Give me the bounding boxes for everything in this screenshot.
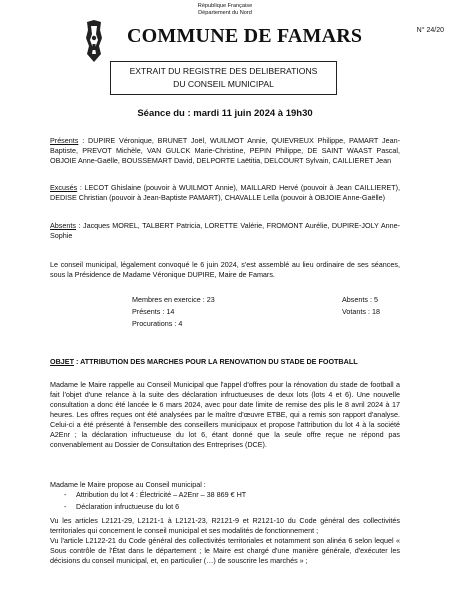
- voters-count: Votants : 18: [342, 307, 380, 316]
- absent-count: Absents : 5: [342, 295, 378, 304]
- recall-paragraph: Madame le Maire rappelle au Conseil Municipal que l'appel d'offres pour la rénovation du stade de football a fait l'objet d'une relance à la suite des déclaration infructueuses de deux lots (lots 4 et 6). Une nouvelle consultation a donc été lancée le 6 mars 2024, avec pour date limite de remise des plis le 8 avril 2024 à 17 heures. Les offres reçues ont été analysées par le maître d'œuvre ETBE, qui a remis son rapport d'analyse. Celui-ci a été présenté à l'ensemble des conseillers municipaux et propose l'attribution du lot 4 à la société A2Enr ; la déclaration infructueuse du lot 6, étant donné que la seule offre reçue ne répond pas convenablement au Dossier de Consultation des Entreprises (DCE).: [50, 380, 400, 449]
- present-members: [50, 136, 400, 166]
- deliberation-number: N° 24/20: [416, 27, 444, 34]
- present-list: : DUPIRE Véronique, BRUNET Joël, WUILMOT Annie, QUIEVREUX Philippe, PAMART Jean-Baptiste, PREVOT Michèle, VAN GULCK Marie-Christine, PEPIN Philippe, DE SAINT WAAST Pascal, OBJOIE Anne-Gaëlle, BOUSSEMART David, DELPORTE Laëtitia, DELCOURT Sylvain, CAILLIERET Jean: [50, 136, 400, 165]
- convocation-paragraph: Le conseil municipal, légalement convoqué le 6 juin 2024, s'est assemblé au lieu ordinaire de ses séances, sous la Présidence de Madame Véronique DUPIRE, Maire de Famars.: [50, 260, 400, 279]
- proposal-list: [50, 490, 400, 512]
- objet-heading: [50, 357, 358, 366]
- excused-label: Excusés: [50, 183, 78, 192]
- excused-list: : LECOT Ghislaine (pouvoir à WUILMOT Annie), MAILLARD Hervé (pouvoir à Jean CAILLIERET), DEDISE Christian (pouvoir à Jean-Baptiste PAMART), CHAVALLE Leïla (pouvoir à OBJOIE Anne-Gaëlle): [50, 183, 400, 202]
- objet-label: OBJET: [50, 357, 74, 366]
- lot-6-declaration: Déclaration infructueuse du lot 6: [76, 502, 180, 511]
- absent-label: Absents: [50, 221, 76, 230]
- excused-members: [50, 183, 400, 203]
- absent-list: : Jacques MOREL, TALBERT Patricia, LORETTE Valérie, FROMONT Aurélie, DUPIRE-JOLY Anne-Sophie: [50, 221, 400, 240]
- department-label: Département du Nord: [198, 10, 252, 16]
- list-item: - Attribution du lot 4 : Électricité – A2Enr – 38 869 € HT: [64, 490, 247, 499]
- legal-reference-1: Vu les articles L2121-29, L2121-1 à L2121-23, R2121-9 et R2121-10 du Code général des collectivités territoriales qui concernent le conseil municipal et ses modalités de fonctionnement ;: [50, 516, 400, 535]
- extract-box: [110, 61, 337, 95]
- objet-text: : ATTRIBUTION DES MARCHES POUR LA RENOVATION DU STADE DE FOOTBALL: [73, 357, 358, 366]
- members-count: Membres en exercice : 23: [132, 295, 215, 304]
- extract-line-1: EXTRAIT DU REGISTRE DES DELIBERATIONS: [129, 66, 318, 76]
- commune-title: COMMUNE DE FAMARS: [127, 25, 363, 47]
- present-label: Présents: [50, 136, 79, 145]
- lot-4-attribution: Attribution du lot 4 : Électricité – A2Enr – 38 869 € HT: [76, 490, 247, 499]
- session-date: mardi 11 juin 2024 à 19h30: [193, 108, 313, 119]
- absent-members: [50, 221, 400, 241]
- legal-reference-2: Vu l'article L2122-21 du Code général des collectivités territoriales et notamment son alinéa 6 selon lequel « Sous contrôle de l'État dans le département ; le Maire est chargé d'une manière générale, d'exécuter les décisions du conseil municipal, et, en particulier (…) de souscrire les marchés » ;: [50, 536, 400, 565]
- session-heading: [0, 108, 450, 119]
- coat-of-arms-icon: [83, 20, 105, 62]
- list-item: - Déclaration infructueuse du lot 6: [64, 502, 180, 511]
- proposal-line: Madame le Maire propose au Conseil municipal :: [50, 480, 206, 489]
- extract-line-2: DU CONSEIL MUNICIPAL: [173, 79, 274, 89]
- proxies-count: Procurations : 4: [132, 319, 183, 328]
- present-count: Présents : 14: [132, 307, 175, 316]
- session-label: Séance du :: [137, 108, 191, 119]
- republic-label: République Française: [197, 3, 253, 9]
